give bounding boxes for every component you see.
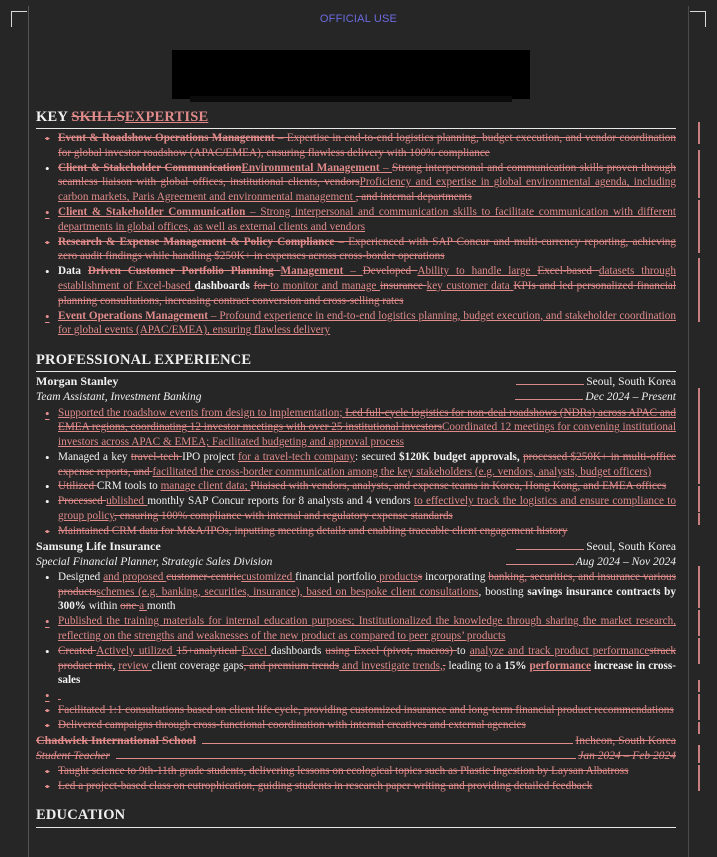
change-bar xyxy=(698,638,700,664)
text-run-keep: Managed a key xyxy=(58,450,131,463)
text-run-keep: leading to a xyxy=(445,659,505,672)
key-expertise-bullet-list xyxy=(36,131,676,338)
text-run-ins: to effectively track the logistics and ensure compliance to group policy xyxy=(58,495,677,522)
change-bar xyxy=(698,486,700,512)
text-run-keep: savings insurance contracts by 300% xyxy=(58,585,676,613)
text-run-del: – Experienced with SAP Concur and multi-currency reporting, achieving zero audit findings while handling $250K+ in expenses across cross-border operations xyxy=(58,235,676,263)
text-run-keep: , boosting xyxy=(478,585,528,598)
text-run-del: Driven Customer Portfolio Planning xyxy=(87,265,281,278)
job-bullet-list xyxy=(36,406,676,539)
text-run-ins: Management xyxy=(280,265,344,278)
text-run-ins: Event Operations Management xyxy=(58,309,208,322)
change-bar xyxy=(698,722,700,734)
text-run-ins: datasets through establishment of Excel-based xyxy=(58,265,677,292)
job-header-row xyxy=(36,733,676,749)
text-run-ins: Coordinated 12 meetings for convening institutional investors across APAC & EMEA; Facilitated budgeting and approval process xyxy=(58,421,676,449)
job-dates: Dec 2024 – Present xyxy=(585,391,676,404)
text-run-ins: facilitated the cross-border communication among the key stakeholders (e.g. vendors, analysts, budget officers) xyxy=(152,465,652,478)
text-run-del: Processed xyxy=(58,495,107,508)
text-run-keep: within xyxy=(85,600,121,613)
text-run-del: banking, securities, and insurance various products xyxy=(58,570,676,598)
job-entry xyxy=(36,374,676,538)
change-bar xyxy=(698,680,700,692)
text-run-del: KPIs and led personalized financial planning consultations, increasing contract conversion and cross-selling rates xyxy=(58,279,677,307)
text-run-ins: products xyxy=(376,570,418,583)
job-company: Samsung Life Insurance xyxy=(36,538,161,553)
job-location: Seoul, South Korea xyxy=(586,376,676,389)
bullet-item xyxy=(36,718,676,733)
text-run-ins: Environmental Management xyxy=(241,161,380,174)
bullet-item xyxy=(36,703,676,718)
text-run-ins: – Profound experience in end-to-end logistics planning, budget execution, and stakeholder coordination for global events (APAC/EMEA), ensuring flawless delivery xyxy=(58,309,676,337)
text-run-ins: for a travel-tech company xyxy=(237,450,355,463)
change-bar xyxy=(698,150,700,198)
section-rule xyxy=(36,371,676,372)
job-entry xyxy=(36,733,676,794)
inserted-tab xyxy=(516,549,584,550)
text-run-ins: and investigate trends, xyxy=(339,659,443,672)
text-run-del: Client & Stakeholder Communication xyxy=(58,161,242,174)
section-heading-key-expertise xyxy=(36,108,208,127)
change-bar xyxy=(698,745,700,763)
text-run-del: Maintained CRM data for M&A/IPOs, inputting meeting details and enabling traceable client engagement history xyxy=(58,524,568,537)
text-run-ins: and proposed xyxy=(103,570,167,583)
text-run-keep: month xyxy=(146,600,176,613)
text-run-del: insurance xyxy=(380,279,427,292)
text-run-ins: – xyxy=(343,265,363,278)
text-run-keep: Designed xyxy=(58,570,104,583)
spacer xyxy=(36,340,676,351)
bullet-item xyxy=(36,131,676,161)
text-run-keep: to xyxy=(456,644,470,657)
section-heading-education: EDUCATION xyxy=(36,807,126,824)
job-title: Student Teacher xyxy=(36,749,110,762)
section-rule xyxy=(36,827,676,828)
heading-deleted: SKILLS xyxy=(71,109,125,125)
redacted-name-block-shadow xyxy=(190,96,512,102)
text-run-keep: 15% xyxy=(504,659,530,672)
change-bar xyxy=(698,694,700,720)
text-run-del: Led full-cycle logistics for non-deal roadshows (NDRs) across APAC and EMEA regions, coordinating 12 investor meetings with over 25 institutional investors xyxy=(58,406,676,434)
change-bar xyxy=(698,765,700,791)
tab-leader xyxy=(116,758,576,759)
job-company: Morgan Stanley xyxy=(36,374,119,389)
job-header-row xyxy=(36,374,676,390)
text-run-del: one xyxy=(120,600,140,613)
text-run-ins: review xyxy=(118,659,152,672)
text-run-ins: Supported the roadshow events from design to implementation; xyxy=(58,406,346,419)
text-run-del: for xyxy=(253,279,271,292)
text-run-ins: Ability to handle large xyxy=(417,265,538,278)
text-run-del: using Excel (pivot, macros) xyxy=(325,644,457,657)
text-run-ins: to monitor and manage xyxy=(270,279,381,292)
text-run-del: Developed xyxy=(362,265,418,278)
change-bar xyxy=(698,388,700,432)
job-subheader-row xyxy=(36,555,676,570)
job-dates: Aug 2024 – Nov 2024 xyxy=(575,555,676,568)
redacted-name-block xyxy=(172,50,530,99)
section-education xyxy=(36,806,676,831)
text-run-del: 15+analytical xyxy=(176,644,242,657)
bullet-item xyxy=(36,161,676,205)
job-company: Chadwick International School xyxy=(36,732,197,747)
job-bullet-list xyxy=(36,764,676,794)
text-run-keep: IPO project xyxy=(182,450,238,463)
text-run-keep: increase in cross-sales xyxy=(58,659,676,687)
job-header-row xyxy=(36,539,676,555)
text-run-del: Delivered campaigns through cross-functional coordination with internal creatives and external agencies xyxy=(58,718,526,731)
text-run-del: , and premium trends xyxy=(243,659,340,672)
text-run-ins: manage client data; xyxy=(160,480,251,493)
bullet-item xyxy=(36,479,676,494)
text-run-keep: $120K budget approvals, xyxy=(399,450,520,463)
change-bar xyxy=(698,122,700,144)
section-heading-professional-experience: PROFESSIONAL EXPERIENCE xyxy=(36,352,252,369)
tab-leader xyxy=(124,384,514,385)
text-run-keep: dashboards xyxy=(194,279,250,292)
bullet-item xyxy=(36,450,676,480)
text-run-del: , ensuring 100% compliance with internal and regulatory expense standards xyxy=(114,510,453,522)
bullet-item xyxy=(36,494,676,524)
page-left-guide xyxy=(28,6,29,857)
text-run-ins: Proficiency and expertise in global environmental agenda, including carbon markets, Paris Agreement and environmental management xyxy=(58,176,676,204)
section-key-expertise xyxy=(36,108,676,340)
text-run-del: s xyxy=(417,570,423,583)
job-title: Team Assistant, Investment Banking xyxy=(36,391,202,404)
change-bar xyxy=(698,472,700,484)
job-entry xyxy=(36,539,676,733)
text-run-ins: key customer data xyxy=(426,279,514,292)
bullet-item xyxy=(36,779,676,794)
change-bar xyxy=(698,610,700,636)
change-bar xyxy=(698,225,700,253)
inserted-tab xyxy=(506,564,574,565)
text-run-del: Event & Roadshow Operations Management xyxy=(58,132,275,145)
job-location: Seoul, South Korea xyxy=(586,540,676,553)
tab-leader xyxy=(167,549,515,550)
tab-leader xyxy=(278,564,503,565)
bullet-item xyxy=(36,764,676,779)
text-run-keep: , xyxy=(112,659,119,672)
bullet-item xyxy=(36,614,676,644)
page-right-guide xyxy=(688,6,689,857)
text-run-del: Research & Expense Management & Policy Compliance xyxy=(58,235,335,248)
bullet-item xyxy=(36,406,676,450)
text-run-ins: ublished xyxy=(106,495,148,508)
tab-leader xyxy=(207,399,513,400)
text-run-keep: dashboards xyxy=(271,644,326,657)
text-run-del: Created xyxy=(58,644,97,657)
text-run-del: Pliaised with vendors, analysts, and expense teams in Korea, Hong Kong, and EMEA offices xyxy=(250,480,667,493)
text-run-ins: Client & Stakeholder Communication xyxy=(58,206,246,219)
change-bar xyxy=(698,430,700,476)
job-subheader-row xyxy=(36,390,676,405)
text-run-ins: Excel xyxy=(241,644,272,657)
change-bar xyxy=(698,566,700,608)
text-run-del: Excel-based xyxy=(537,265,599,278)
job-location: Incheon, South Korea xyxy=(575,734,676,747)
text-run-keep: incorporating xyxy=(422,570,489,583)
bullet-item xyxy=(36,570,676,614)
text-run-keep: : secured xyxy=(354,450,400,463)
text-run-del: Taught science to 9th-11th grade students, delivering lessons on ecological topics such as Plastic Ingestion by Laysan Albatross xyxy=(58,764,629,777)
text-run-del: strack product mix xyxy=(58,644,677,672)
job-title: Special Financial Planner, Strategic Sales Division xyxy=(36,555,273,568)
text-run-keep: client coverage gaps xyxy=(151,659,244,672)
text-run-del: travel-tech xyxy=(130,450,183,463)
text-run-del: , xyxy=(442,659,446,672)
heading-inserted: EXPERTISE xyxy=(124,109,209,125)
text-run-keep: monthly SAP Concur reports for 8 analysts and 4 vendors xyxy=(147,495,415,508)
section-professional-experience xyxy=(36,351,676,795)
document-body xyxy=(36,108,676,832)
text-run-ins: Actively utilized xyxy=(96,644,177,657)
text-run-ins: – xyxy=(379,161,392,174)
text-run-del: customer-centric xyxy=(166,570,242,583)
text-run-ins: customized xyxy=(241,570,296,583)
job-bullet-list xyxy=(36,570,676,733)
section-rule xyxy=(36,128,676,129)
text-run-del: Utilized xyxy=(58,480,97,493)
text-run-ins: – Strong interpersonal and communication skills to facilitate communication with different departments in global offices, as well as external clients and vendors xyxy=(58,206,676,233)
text-run-del: processed $250K+ in multi-office expense reports, and xyxy=(58,450,677,478)
inserted-tab xyxy=(516,384,584,385)
job-dates: Jan 2024 – Feb 2024 xyxy=(578,749,676,762)
text-run-del: Facilitated 1:1 consultations based on client life cycle, providing customized insurance and long-term financial product recommendations xyxy=(58,703,674,716)
text-run-ins: a xyxy=(139,600,147,613)
bullet-item xyxy=(36,524,676,539)
text-run-ins: Published the training materials for internal education purposes; Institutionalized the knowledge through sharing the market research, reflecting on the strengths and weaknesses of the new product as compared to peer groups’ products xyxy=(58,615,676,643)
tab-leader xyxy=(202,743,573,744)
bullet-item xyxy=(36,264,676,308)
text-run-keep: financial portfolio xyxy=(295,570,377,583)
text-run-ins: performance xyxy=(529,659,591,672)
inserted-tab xyxy=(515,399,583,400)
bullet-item xyxy=(36,309,676,339)
text-run-keep: Data xyxy=(58,265,88,278)
change-bar xyxy=(698,513,700,525)
heading-keep: KEY xyxy=(36,109,72,125)
text-run-ins: analyze and track product performance xyxy=(469,644,650,657)
text-run-ins: schemes (e.g. banking, securities, insurance), based on bespoke client consultations xyxy=(96,585,479,598)
text-run-del: , and internal departments xyxy=(355,191,472,204)
classification-banner: OFFICIAL USE xyxy=(319,13,398,25)
job-subheader-row xyxy=(36,749,676,764)
bullet-item xyxy=(36,205,676,235)
text-run-keep: CRM tools to xyxy=(96,480,161,493)
job-list xyxy=(36,374,676,793)
change-bar xyxy=(698,296,700,322)
text-run-del: Led a project-based class on eutrophication, guiding students in research paper writing and providing detailed feedback xyxy=(58,779,593,792)
bullet-item xyxy=(36,235,676,265)
bullet-item xyxy=(36,644,676,688)
bullet-item xyxy=(36,688,676,703)
text-run-del: – Expertise in end-to-end logistics planning, budget execution, and vendor coordination for global investor roadshow (APAC/EMEA), ensuring flawless delivery with 100% compliance xyxy=(58,132,676,159)
spacer xyxy=(36,795,676,806)
text-run-del: Strong interpersonal and communication skills proven through seamless liaison with global offices, institutional clients, vendors xyxy=(58,161,676,189)
